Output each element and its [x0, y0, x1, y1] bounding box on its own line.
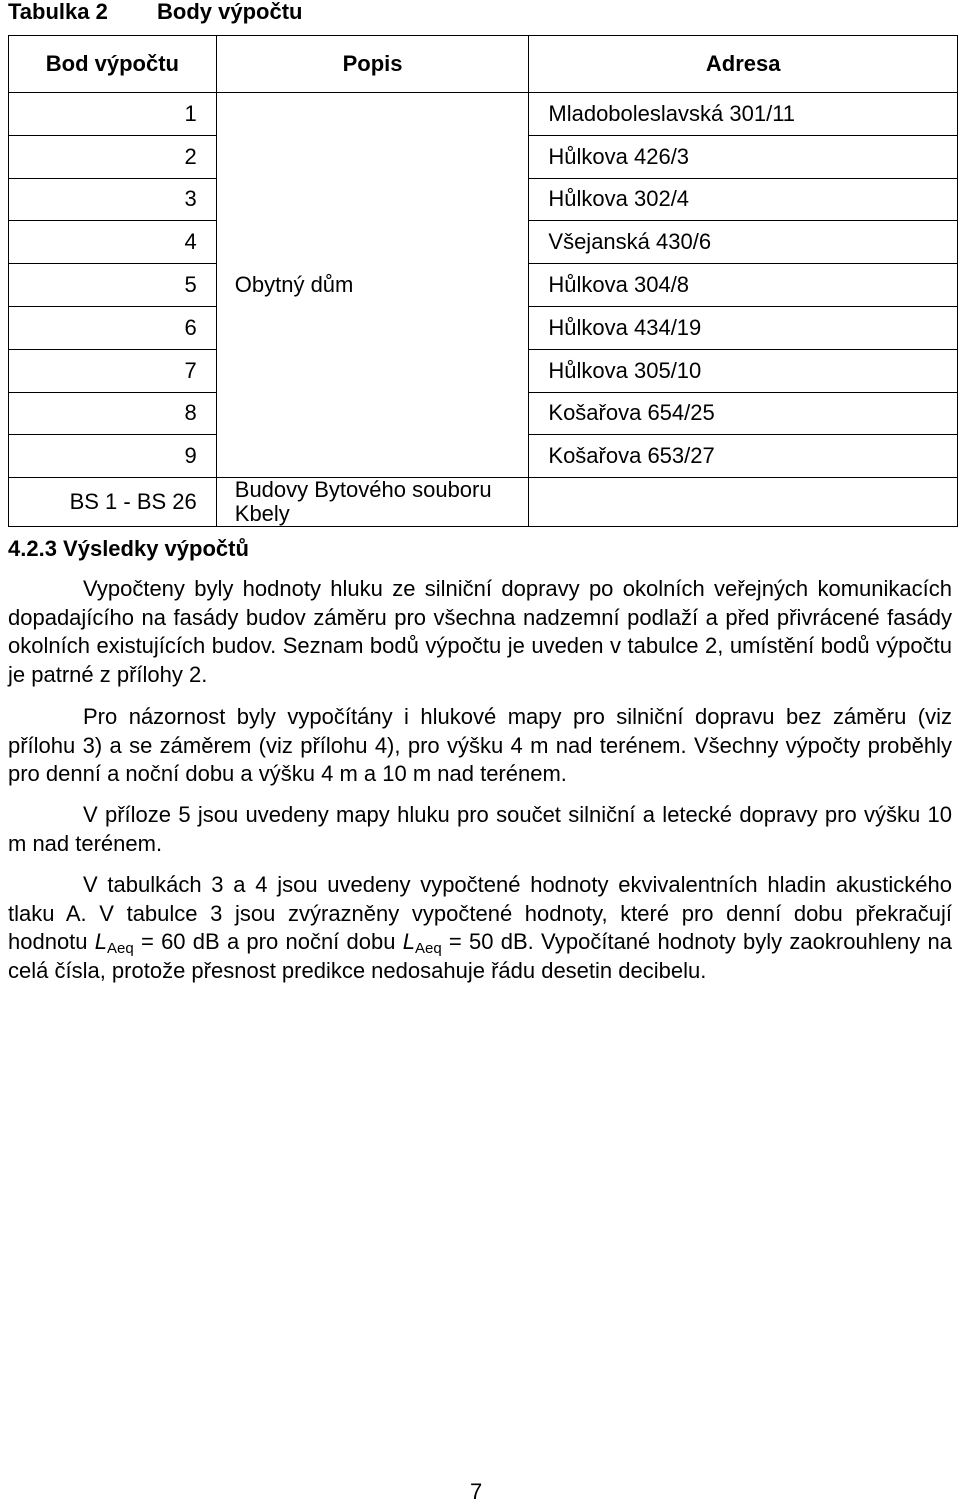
calculation-points-table: [8, 35, 958, 527]
cell-point: BS 1 - BS 26: [9, 478, 217, 527]
table-caption-title: Body výpočtu: [157, 0, 303, 24]
paragraph-4: [8, 871, 952, 986]
paragraph-2: Pro názornost byly vypočítány i hlukové mapy pro silniční dopravu bez záměru (viz přílohu 3) a se záměrem (viz přílohu 4), pro výšku 4 m nad terénem. Všechny výpočty proběhly pro denní a noční dobu a výšku 4 m a 10 m nad terénem.: [8, 704, 952, 787]
header-point: Bod výpočtu: [9, 36, 217, 93]
section-heading: 4.2.3 Výsledky výpočtů: [8, 536, 249, 561]
cell-address: Hůlkova 302/4: [529, 178, 958, 221]
cell-point: 5: [9, 264, 217, 307]
table-row: [9, 478, 958, 527]
paragraph-1: Vypočteny byly hodnoty hluku ze silniční dopravy po okolních veřejných komunikacích dopadajícího na fasády budov záměru pro všechna nadzemní podlaží a před přivrácené fasády okolních existujících budov. Seznam bodů výpočtu je uveden v tabulce 2, umístění bodů výpočtu je patrné z přílohy 2.: [8, 576, 952, 688]
cell-point: 7: [9, 349, 217, 392]
cell-address: Hůlkova 305/10: [529, 349, 958, 392]
laeq-subscript: Aeq: [107, 940, 134, 958]
cell-point: 3: [9, 178, 217, 221]
header-description: Popis: [216, 36, 529, 93]
table-caption: [8, 0, 303, 24]
table-row: [9, 93, 958, 136]
laeq-subscript: Aeq: [414, 940, 442, 958]
cell-point: 4: [9, 221, 217, 264]
cell-group-description: Obytný dům: [216, 93, 529, 478]
cell-point: 9: [9, 435, 217, 478]
cell-address: Hůlkova 304/8: [529, 264, 958, 307]
laeq-symbol: L: [402, 929, 415, 955]
cell-description: Budovy Bytového souboru Kbely: [216, 478, 529, 527]
cell-address: Mladoboleslavská 301/11: [529, 93, 958, 136]
cell-address: Košařova 654/25: [529, 392, 958, 435]
paragraph-4-text: = 50 dB. Vypočítané hodnoty byly zaokrouhleny na celá čísla, protože přesnost predikce nedosahuje řádu desetin decibelu.: [8, 929, 953, 984]
cell-point: 2: [9, 135, 217, 178]
cell-address: Všejanská 430/6: [529, 221, 958, 264]
cell-point: 1: [9, 93, 217, 136]
cell-point: 8: [9, 392, 217, 435]
table-caption-label: Tabulka 2: [8, 0, 108, 24]
table-header-row: [9, 36, 958, 93]
paragraph-4-text: V tabulkách 3 a 4 jsou uvedeny vypočtené hodnoty ekvivalentních hladin akustického tlaku A. V tabulce 3 jsou zvýrazněny vypočtené hodnoty, které pro denní dobu překračují hodnotu: [8, 872, 952, 955]
page-number: 7: [470, 1479, 483, 1504]
paragraph-3: V příloze 5 jsou uvedeny mapy hluku pro součet silniční a letecké dopravy pro výšku 10 m nad terénem.: [8, 802, 952, 856]
cell-point: 6: [9, 306, 217, 349]
paragraph-4-text: = 60 dB a pro noční dobu: [133, 929, 403, 955]
laeq-symbol: L: [94, 929, 108, 955]
header-address: Adresa: [529, 36, 958, 93]
cell-address: Košařova 653/27: [529, 435, 958, 478]
cell-address: Hůlkova 426/3: [529, 135, 958, 178]
cell-address: [529, 478, 958, 527]
cell-address: Hůlkova 434/19: [529, 306, 958, 349]
